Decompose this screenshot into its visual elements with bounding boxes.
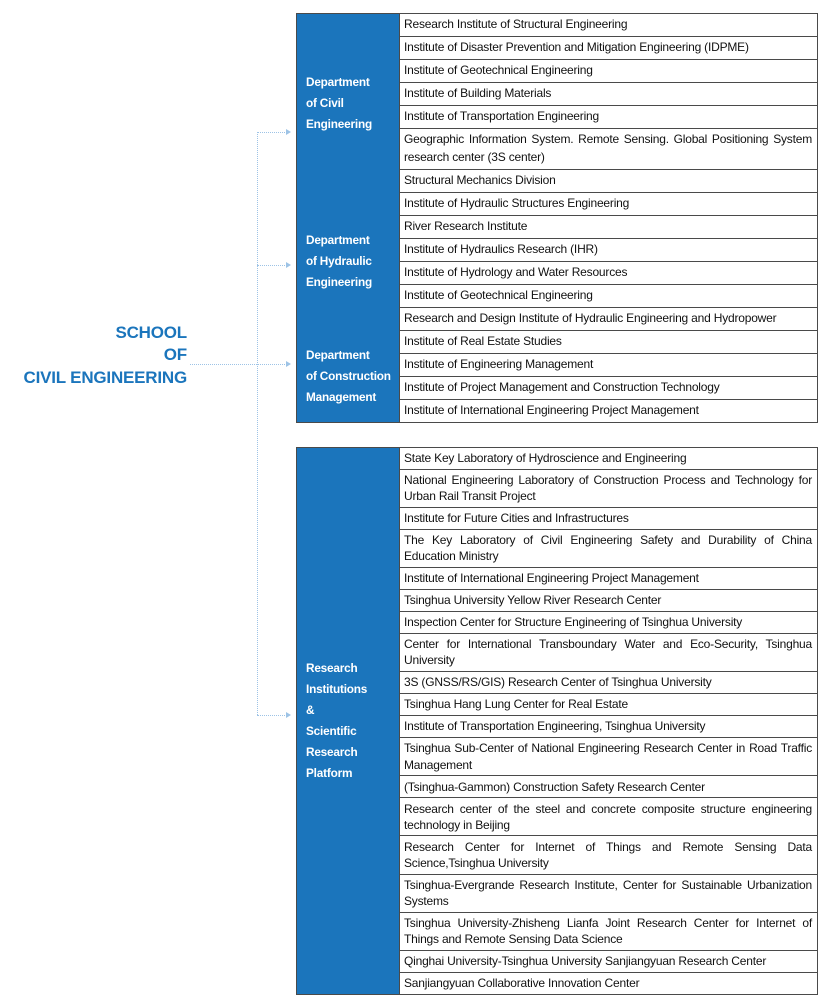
department-label-line: Department <box>306 74 370 89</box>
institute-row: 3S (GNSS/RS/GIS) Research Center of Tsinghua University <box>400 672 818 694</box>
institute-row: Research center of the steel and concrete composite structure engineering technology in Beijing <box>400 798 818 836</box>
institute-row: Research Institute of Structural Engineering <box>400 13 818 37</box>
institute-row: National Engineering Laboratory of Construction Process and Technology for Urban Rail Transit Project <box>400 470 818 508</box>
institute-row: Institute of Real Estate Studies <box>400 331 818 354</box>
institute-row: Institute of Hydraulic Structures Engineering <box>400 193 818 216</box>
department-label-line: Engineering <box>306 275 372 290</box>
department-label-line: Management <box>306 389 377 404</box>
institute-row: River Research Institute <box>400 216 818 239</box>
arrowhead-icon <box>286 361 291 367</box>
institute-row: Institute of Geotechnical Engineering <box>400 285 818 308</box>
institute-row: State Key Laboratory of Hydroscience and Engineering <box>400 447 818 470</box>
department-label-line: of Hydraulic <box>306 254 372 269</box>
department-label-line: Engineering <box>306 116 372 131</box>
arrowhead-icon <box>286 129 291 135</box>
institute-row: Institute of Transportation Engineering, Tsinghua University <box>400 716 818 738</box>
org-section <box>296 13 818 193</box>
org-section <box>296 193 818 331</box>
arrowhead-icon <box>286 712 291 718</box>
institute-row: Research and Design Institute of Hydraulic Engineering and Hydropower <box>400 308 818 331</box>
institute-list <box>400 331 818 423</box>
connector-branch-research-line <box>257 715 287 716</box>
department-box <box>296 13 400 193</box>
school-title-line: SCHOOL <box>115 323 187 342</box>
institute-row: Institute of Transportation Engineering <box>400 106 818 129</box>
institute-row: Tsinghua University-Zhisheng Lianfa Joint Research Center for Internet of Things and Remote Sensing Data Science <box>400 913 818 951</box>
institute-list <box>400 447 818 995</box>
institute-row: Geographic Information System. Remote Sensing. Global Positioning System research center (3S center) <box>400 129 818 170</box>
connector-branch-hydraulic-line <box>257 265 287 266</box>
org-chart <box>296 13 818 995</box>
school-title <box>24 322 187 389</box>
department-label-line: Department <box>306 347 370 362</box>
institute-row: Institute of Project Management and Construction Technology <box>400 377 818 400</box>
arrowhead-icon <box>286 262 291 268</box>
department-label-line: Department <box>306 233 370 248</box>
institute-row: Institute of International Engineering Project Management <box>400 400 818 423</box>
connector-vertical-line <box>257 132 258 715</box>
institute-row: Institute of Hydrology and Water Resources <box>400 262 818 285</box>
institute-row: Center for International Transboundary Water and Eco-Security, Tsinghua University <box>400 634 818 672</box>
institute-list <box>400 13 818 193</box>
institute-row: Institute of Engineering Management <box>400 354 818 377</box>
institute-row: Sanjiangyuan Collaborative Innovation Center <box>400 973 818 995</box>
institute-row: Institute of International Engineering Project Management <box>400 568 818 590</box>
department-label-line: Research <box>306 660 358 675</box>
institute-row: Institute of Disaster Prevention and Mitigation Engineering (IDPME) <box>400 37 818 60</box>
department-label-line: Platform <box>306 765 353 780</box>
department-box <box>296 447 400 995</box>
institute-row: Inspection Center for Structure Engineering of Tsinghua University <box>400 612 818 634</box>
institute-row: Tsinghua-Evergrande Research Institute, Center for Sustainable Urbanization Systems <box>400 875 818 913</box>
school-title-line: OF <box>163 345 187 365</box>
department-box <box>296 331 400 423</box>
department-label-line: Scientific <box>306 723 357 738</box>
institute-row: Qinghai University-Tsinghua University Sanjiangyuan Research Center <box>400 951 818 973</box>
institute-row: Institute for Future Cities and Infrastructures <box>400 508 818 530</box>
institute-row: Institute of Geotechnical Engineering <box>400 60 818 83</box>
institute-row: Tsinghua University Yellow River Research Center <box>400 590 818 612</box>
institute-row: Tsinghua Hang Lung Center for Real Estate <box>400 694 818 716</box>
department-label-line: Research <box>306 744 358 759</box>
institute-row: Institute of Hydraulics Research (IHR) <box>400 239 818 262</box>
institute-row: Institute of Building Materials <box>400 83 818 106</box>
department-label-line: of Construction <box>306 368 391 383</box>
school-title-line: CIVIL ENGINEERING <box>23 367 187 387</box>
department-label-line: & <box>306 702 315 717</box>
institute-row: Structural Mechanics Division <box>400 170 818 193</box>
org-section <box>296 447 818 995</box>
org-section <box>296 331 818 423</box>
department-label-line: of Civil <box>306 95 344 110</box>
connector-branch-civil-line <box>257 132 287 133</box>
institute-row: The Key Laboratory of Civil Engineering Safety and Durability of China Education Ministry <box>400 530 818 568</box>
institute-row: (Tsinghua-Gammon) Construction Safety Research Center <box>400 776 818 798</box>
institute-row: Tsinghua Sub-Center of National Engineering Research Center in Road Traffic Management <box>400 738 818 776</box>
institute-row: Research Center for Internet of Things and Remote Sensing Data Science,Tsinghua University <box>400 836 818 874</box>
department-box <box>296 193 400 331</box>
connector-title-to-construction-line <box>190 364 287 365</box>
department-label-line: Institutions <box>306 681 368 696</box>
institute-list <box>400 193 818 331</box>
